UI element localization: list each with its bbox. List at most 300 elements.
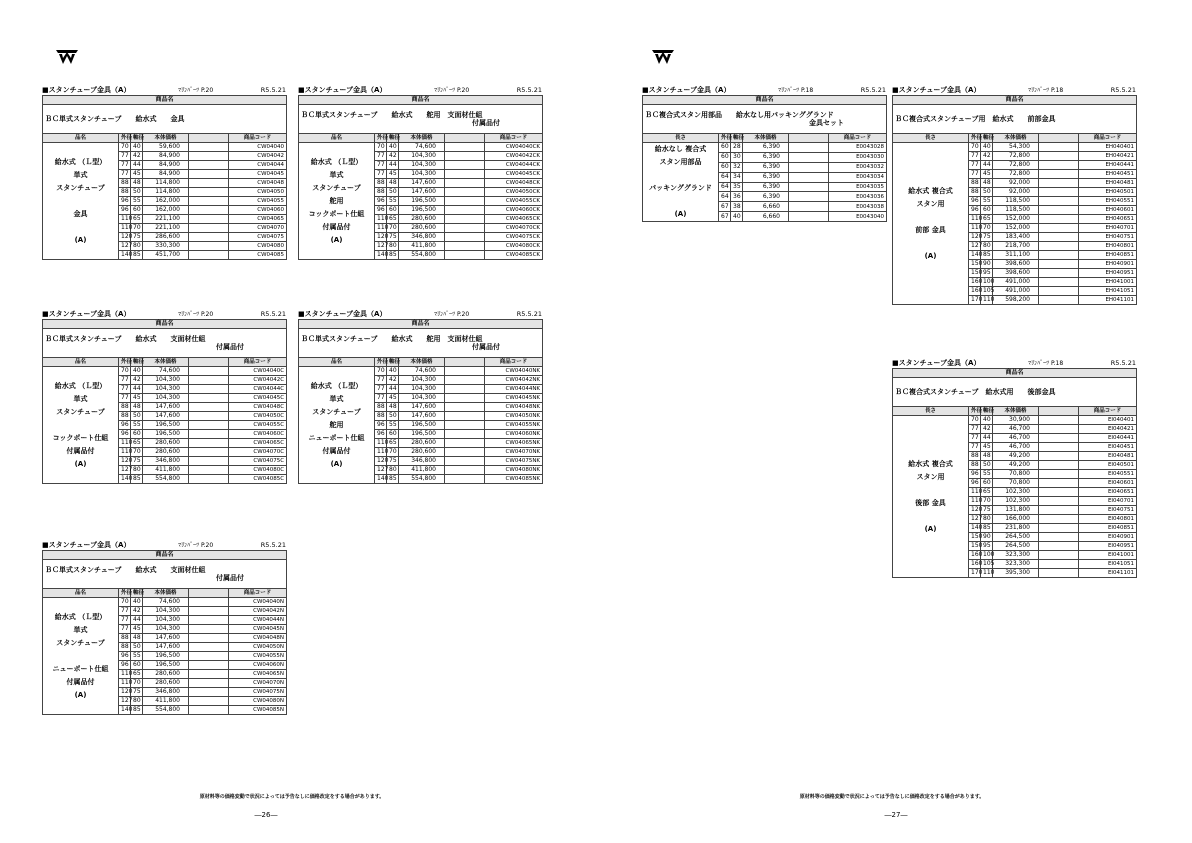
product-label-line: 単式 xyxy=(73,170,88,179)
product-title-text: ＢＣ単式スタンチューブ 給水式 支面材仕組 xyxy=(45,566,206,574)
product-code-cell: CW04080NK xyxy=(485,466,543,475)
shaft-diameter-cell: 38 xyxy=(731,202,743,212)
shaft-diameter-cell: 50 xyxy=(131,643,143,652)
shaft-diameter-cell: 80 xyxy=(387,466,399,475)
price-cell: 554,800 xyxy=(399,251,445,260)
product-code-cell: EH040651 xyxy=(1079,215,1137,224)
catalog-reference: ﾏﾘﾝﾊﾟｰﾂ P.18 xyxy=(1028,87,1064,94)
blank-cell xyxy=(445,376,485,385)
blank-cell xyxy=(1039,224,1079,233)
blank-cell xyxy=(445,233,485,242)
catalog-reference: ﾏﾘﾝﾊﾟｰﾂ P.20 xyxy=(434,87,470,94)
product-code-cell: CW04085NK xyxy=(485,475,543,484)
shaft-diameter-cell: 42 xyxy=(387,376,399,385)
outer-diameter-cell: 160 xyxy=(969,278,981,287)
product-code-cell: CW04055NK xyxy=(485,421,543,430)
price-cell: 598,200 xyxy=(993,296,1039,305)
product-label-line: 前部 金具 xyxy=(915,225,946,234)
shaft-diameter-cell: 42 xyxy=(131,376,143,385)
price-cell: 104,300 xyxy=(399,376,445,385)
catalog-reference: ﾏﾘﾝﾊﾟｰﾂ P.20 xyxy=(178,542,214,549)
shaft-diameter-cell: 50 xyxy=(981,461,993,470)
price-cell: 554,800 xyxy=(143,706,189,715)
blank-cell xyxy=(1039,488,1079,497)
shaft-diameter-cell: 70 xyxy=(981,497,993,506)
product-title xyxy=(299,105,543,134)
blank-cell xyxy=(1039,152,1079,161)
price-cell: 280,600 xyxy=(399,439,445,448)
shaft-diameter-cell: 35 xyxy=(731,182,743,192)
price-cell: 72,800 xyxy=(993,170,1039,179)
product-code-cell: CW04065CK xyxy=(485,215,543,224)
price-cell: 104,300 xyxy=(399,170,445,179)
outer-diameter-cell: 88 xyxy=(969,461,981,470)
revision-date: R5.5.21 xyxy=(1110,359,1136,367)
outer-diameter-cell: 77 xyxy=(969,152,981,161)
column-header: 外径 xyxy=(119,589,131,598)
blank-cell xyxy=(189,466,229,475)
price-cell: 6,390 xyxy=(743,143,789,153)
column-header: 軸径 xyxy=(981,407,993,416)
shaft-diameter-cell: 48 xyxy=(387,179,399,188)
outer-diameter-cell: 127 xyxy=(969,515,981,524)
blank-cell xyxy=(445,421,485,430)
table-caption: 商品名 xyxy=(299,96,543,105)
outer-diameter-cell: 77 xyxy=(969,161,981,170)
revision-date: R5.5.21 xyxy=(260,541,286,549)
product-code-cell: CW04040C xyxy=(229,367,287,376)
outer-diameter-cell: 77 xyxy=(119,616,131,625)
blank-cell xyxy=(1039,197,1079,206)
price-cell: 72,800 xyxy=(993,161,1039,170)
block-header-title: ■スタンチューブ金具（A） xyxy=(298,86,387,94)
product-label-line: スタン用 xyxy=(916,199,945,208)
product-code-cell: CW04040N xyxy=(229,598,287,607)
outer-diameter-cell: 77 xyxy=(375,152,387,161)
product-code-cell: CW04045N xyxy=(229,625,287,634)
column-header: 商品コード xyxy=(1079,134,1137,143)
product-code-cell: EH040481 xyxy=(1079,179,1137,188)
product-label-line: 舵用 xyxy=(329,196,344,205)
blank-cell xyxy=(1039,434,1079,443)
outer-diameter-cell: 88 xyxy=(375,403,387,412)
revision-date: R5.5.21 xyxy=(516,86,542,94)
product-code-cell: CW04055 xyxy=(229,197,287,206)
price-cell: 70,800 xyxy=(993,470,1039,479)
product-label-line: 給水式 （Ｌ型） xyxy=(54,612,107,621)
price-cell: 280,600 xyxy=(399,448,445,457)
product-code-cell: EI040481 xyxy=(1079,452,1137,461)
product-label-line: ニューポート仕組 xyxy=(308,433,365,442)
price-cell: 196,500 xyxy=(399,206,445,215)
price-cell: 323,300 xyxy=(993,560,1039,569)
blank-cell xyxy=(445,206,485,215)
price-cell: 280,600 xyxy=(143,439,189,448)
price-cell: 49,200 xyxy=(993,452,1039,461)
product-title-text: ＢＣ単式スタンチューブ 給水式 舵用 支面材仕組 xyxy=(301,335,483,343)
product-label-line: (A) xyxy=(674,210,687,218)
blank-cell xyxy=(189,242,229,251)
price-cell: 280,600 xyxy=(143,670,189,679)
outer-diameter-cell: 170 xyxy=(969,296,981,305)
product-code-cell: CW04050N xyxy=(229,643,287,652)
blank-cell xyxy=(1039,542,1079,551)
product-code-cell: CW04048N xyxy=(229,634,287,643)
outer-diameter-cell: 127 xyxy=(119,697,131,706)
blank-cell xyxy=(189,412,229,421)
product-code-cell: EI040551 xyxy=(1079,470,1137,479)
product-code-cell: EH040951 xyxy=(1079,269,1137,278)
table-caption: 商品名 xyxy=(299,320,543,329)
shaft-diameter-cell: 40 xyxy=(131,143,143,152)
blank-cell xyxy=(189,421,229,430)
shaft-diameter-cell: 105 xyxy=(981,560,993,569)
product-label-line xyxy=(895,484,966,497)
product-label-line xyxy=(45,221,116,234)
table-row xyxy=(43,143,287,152)
shaft-diameter-cell: 55 xyxy=(387,421,399,430)
outer-diameter-cell: 110 xyxy=(969,497,981,506)
price-cell: 491,000 xyxy=(993,278,1039,287)
outer-diameter-cell: 110 xyxy=(375,215,387,224)
product-code-cell: EI040451 xyxy=(1079,443,1137,452)
blank-cell xyxy=(189,385,229,394)
product-code-cell: CW04085 xyxy=(229,251,287,260)
product-code-cell: CW04065NK xyxy=(485,439,543,448)
price-cell: 70,800 xyxy=(993,479,1039,488)
product-label xyxy=(43,367,119,484)
blank-cell xyxy=(189,403,229,412)
shaft-diameter-cell: 50 xyxy=(981,188,993,197)
price-cell: 6,390 xyxy=(743,162,789,172)
price-cell: 162,000 xyxy=(143,197,189,206)
column-header: 品名 xyxy=(299,134,375,143)
column-header: 本体価格 xyxy=(143,589,189,598)
outer-diameter-cell: 110 xyxy=(119,439,131,448)
product-code-cell: EH041101 xyxy=(1079,296,1137,305)
outer-diameter-cell: 64 xyxy=(719,182,731,192)
column-header xyxy=(189,358,229,367)
price-cell: 104,300 xyxy=(143,607,189,616)
price-cell: 280,600 xyxy=(399,215,445,224)
block-header-title: ■スタンチューブ金具（A） xyxy=(42,86,131,94)
price-cell: 74,600 xyxy=(143,367,189,376)
shaft-diameter-cell: 80 xyxy=(131,466,143,475)
product-code-cell: CW04075 xyxy=(229,233,287,242)
price-cell: 74,600 xyxy=(399,367,445,376)
outer-diameter-cell: 77 xyxy=(375,170,387,179)
price-cell: 104,300 xyxy=(143,376,189,385)
column-header: 品名 xyxy=(43,134,119,143)
blank-cell xyxy=(1039,569,1079,578)
outer-diameter-cell: 60 xyxy=(719,162,731,172)
product-code-cell: CW04060N xyxy=(229,661,287,670)
product-code-cell: E0043034 xyxy=(829,172,887,182)
outer-diameter-cell: 160 xyxy=(969,551,981,560)
blank-cell xyxy=(1039,179,1079,188)
product-label-line: 付属品付 xyxy=(66,446,95,455)
product-code-cell: CW04070N xyxy=(229,679,287,688)
price-cell: 131,800 xyxy=(993,506,1039,515)
shaft-diameter-cell: 70 xyxy=(387,224,399,233)
shaft-diameter-cell: 85 xyxy=(387,251,399,260)
product-title xyxy=(893,105,1137,134)
product-label-line: スタンチューブ xyxy=(56,407,105,416)
column-header xyxy=(1039,134,1079,143)
price-cell: 147,600 xyxy=(143,634,189,643)
price-cell: 286,600 xyxy=(143,233,189,242)
blank-cell xyxy=(789,192,829,202)
product-code-cell: CW04044CK xyxy=(485,161,543,170)
outer-diameter-cell: 77 xyxy=(119,170,131,179)
blank-cell xyxy=(189,697,229,706)
table-row xyxy=(299,143,543,152)
shaft-diameter-cell: 44 xyxy=(131,385,143,394)
product-code-cell: EH040501 xyxy=(1079,188,1137,197)
price-cell: 554,800 xyxy=(399,475,445,484)
block-header xyxy=(42,310,286,319)
blank-cell xyxy=(445,179,485,188)
outer-diameter-cell: 96 xyxy=(969,206,981,215)
blank-cell xyxy=(445,224,485,233)
product-label xyxy=(299,367,375,484)
price-cell: 330,300 xyxy=(143,242,189,251)
blank-cell xyxy=(1039,452,1079,461)
price-cell: 104,300 xyxy=(143,385,189,394)
outer-diameter-cell: 110 xyxy=(119,679,131,688)
product-code-cell: EI040951 xyxy=(1079,542,1137,551)
outer-diameter-cell: 77 xyxy=(969,443,981,452)
price-cell: 118,500 xyxy=(993,197,1039,206)
price-cell: 411,800 xyxy=(399,466,445,475)
shaft-diameter-cell: 44 xyxy=(131,161,143,170)
blank-cell xyxy=(189,376,229,385)
blank-cell xyxy=(189,634,229,643)
product-code-cell: CW04075CK xyxy=(485,233,543,242)
product-code-cell: CW04048NK xyxy=(485,403,543,412)
product-code-cell: CW04060NK xyxy=(485,430,543,439)
blank-cell xyxy=(445,412,485,421)
blank-cell xyxy=(189,661,229,670)
price-cell: 196,500 xyxy=(143,652,189,661)
blank-cell xyxy=(189,616,229,625)
product-code-cell: CW04044 xyxy=(229,161,287,170)
outer-diameter-cell: 96 xyxy=(969,479,981,488)
price-cell: 264,500 xyxy=(993,542,1039,551)
price-cell: 451,700 xyxy=(143,251,189,260)
blank-cell xyxy=(189,394,229,403)
block-header xyxy=(42,86,286,95)
product-code-cell: CW04042CK xyxy=(485,152,543,161)
product-label-line: (A) xyxy=(74,235,87,244)
product-code-cell: CW04060CK xyxy=(485,206,543,215)
product-code-cell: EH040421 xyxy=(1079,152,1137,161)
blank-cell xyxy=(1039,242,1079,251)
product-code-cell: EI040901 xyxy=(1079,533,1137,542)
shaft-diameter-cell: 40 xyxy=(981,416,993,425)
column-header: 外径 xyxy=(969,134,981,143)
column-header: 品名 xyxy=(299,358,375,367)
column-header: 外径 xyxy=(375,134,387,143)
product-code-cell: CW04055N xyxy=(229,652,287,661)
product-code-cell: CW04085N xyxy=(229,706,287,715)
block-header-title: ■スタンチューブ金具（A） xyxy=(892,359,981,367)
product-code-cell: E0043032 xyxy=(829,162,887,172)
column-header: 商品コード xyxy=(229,134,287,143)
shaft-diameter-cell: 42 xyxy=(387,152,399,161)
shaft-diameter-cell: 40 xyxy=(731,212,743,222)
product-code-cell: EI041001 xyxy=(1079,551,1137,560)
price-cell: 196,500 xyxy=(399,421,445,430)
shaft-diameter-cell: 55 xyxy=(131,197,143,206)
shaft-diameter-cell: 70 xyxy=(981,224,993,233)
price-cell: 411,800 xyxy=(143,466,189,475)
shaft-diameter-cell: 75 xyxy=(131,688,143,697)
product-subtitle: 付属品付 xyxy=(216,343,245,351)
blank-cell xyxy=(1039,251,1079,260)
product-code-cell: CW04050C xyxy=(229,412,287,421)
product-label-line: 給水式 （Ｌ型） xyxy=(310,157,363,166)
outer-diameter-cell: 96 xyxy=(969,470,981,479)
blank-cell xyxy=(445,197,485,206)
price-cell: 59,600 xyxy=(143,143,189,152)
price-cell: 346,800 xyxy=(399,457,445,466)
outer-diameter-cell: 160 xyxy=(969,560,981,569)
catalog-reference: ﾏﾘﾝﾊﾟｰﾂ P.20 xyxy=(434,311,470,318)
price-cell: 311,100 xyxy=(993,251,1039,260)
revision-date: R5.5.21 xyxy=(260,86,286,94)
shaft-diameter-cell: 65 xyxy=(981,488,993,497)
shaft-diameter-cell: 44 xyxy=(981,434,993,443)
outer-diameter-cell: 88 xyxy=(119,403,131,412)
column-header xyxy=(445,358,485,367)
table-caption: 商品名 xyxy=(43,551,287,560)
catalog-reference: ﾏﾘﾝﾊﾟｰﾂ P.20 xyxy=(178,311,214,318)
blank-cell xyxy=(189,439,229,448)
column-header: 軸径 xyxy=(131,358,143,367)
blank-cell xyxy=(189,367,229,376)
outer-diameter-cell: 88 xyxy=(969,452,981,461)
outer-diameter-cell: 77 xyxy=(119,376,131,385)
shaft-diameter-cell: 80 xyxy=(981,515,993,524)
product-label-line: 後部 金具 xyxy=(915,498,946,507)
column-header: 本体価格 xyxy=(399,358,445,367)
outer-diameter-cell: 127 xyxy=(375,466,387,475)
outer-diameter-cell: 160 xyxy=(969,287,981,296)
catalog-reference: ﾏﾘﾝﾊﾟｰﾂ P.20 xyxy=(178,87,214,94)
price-block xyxy=(298,86,542,260)
blank-cell xyxy=(445,242,485,251)
product-label-line: 給水式 複合式 xyxy=(908,186,953,195)
outer-diameter-cell: 77 xyxy=(119,385,131,394)
blank-cell xyxy=(445,457,485,466)
shaft-diameter-cell: 30 xyxy=(731,152,743,162)
revision-date: R5.5.21 xyxy=(516,310,542,318)
shaft-diameter-cell: 65 xyxy=(981,215,993,224)
table-caption: 商品名 xyxy=(43,96,287,105)
shaft-diameter-cell: 70 xyxy=(387,448,399,457)
product-code-cell: CW04080C xyxy=(229,466,287,475)
blank-cell xyxy=(1039,416,1079,425)
column-header: 軸径 xyxy=(131,134,143,143)
shaft-diameter-cell: 60 xyxy=(387,206,399,215)
blank-cell xyxy=(189,643,229,652)
price-cell: 152,000 xyxy=(993,224,1039,233)
blank-cell xyxy=(189,706,229,715)
outer-diameter-cell: 77 xyxy=(119,625,131,634)
outer-diameter-cell: 140 xyxy=(969,524,981,533)
price-cell: 102,300 xyxy=(993,488,1039,497)
product-code-cell: CW04040 xyxy=(229,143,287,152)
column-header: 外径 xyxy=(119,358,131,367)
table-row xyxy=(893,143,1137,152)
outer-diameter-cell: 140 xyxy=(119,475,131,484)
product-code-cell: CW04042NK xyxy=(485,376,543,385)
blank-cell xyxy=(189,152,229,161)
outer-diameter-cell: 110 xyxy=(969,224,981,233)
blank-cell xyxy=(1039,479,1079,488)
product-label-line: 金具 xyxy=(73,209,88,218)
price-cell: 49,200 xyxy=(993,461,1039,470)
outer-diameter-cell: 127 xyxy=(375,242,387,251)
shaft-diameter-cell: 34 xyxy=(731,172,743,182)
shaft-diameter-cell: 36 xyxy=(731,192,743,202)
blank-cell xyxy=(445,215,485,224)
table-row xyxy=(643,143,887,153)
shaft-diameter-cell: 48 xyxy=(387,403,399,412)
blank-cell xyxy=(1039,233,1079,242)
product-code-cell: E0043036 xyxy=(829,192,887,202)
shaft-diameter-cell: 45 xyxy=(131,394,143,403)
shaft-diameter-cell: 55 xyxy=(981,197,993,206)
price-cell: 46,700 xyxy=(993,443,1039,452)
blank-cell xyxy=(789,172,829,182)
product-label-line: 付属品付 xyxy=(322,446,351,455)
shaft-diameter-cell: 48 xyxy=(131,179,143,188)
outer-diameter-cell: 110 xyxy=(119,215,131,224)
product-label-line: コックポート仕組 xyxy=(52,433,109,442)
product-label-line: 給水式 （Ｌ型） xyxy=(310,381,363,390)
price-cell: 147,600 xyxy=(399,188,445,197)
blank-cell xyxy=(1039,560,1079,569)
shaft-diameter-cell: 60 xyxy=(981,479,993,488)
page-number: ―27― xyxy=(884,811,908,819)
product-label-line: 単式 xyxy=(73,625,88,634)
outer-diameter-cell: 88 xyxy=(119,634,131,643)
outer-diameter-cell: 110 xyxy=(119,224,131,233)
block-header xyxy=(642,86,886,95)
shaft-diameter-cell: 75 xyxy=(131,457,143,466)
column-header: 外径 xyxy=(969,407,981,416)
blank-cell xyxy=(189,448,229,457)
page-27 xyxy=(596,0,1192,843)
product-label xyxy=(43,143,119,260)
product-label-line xyxy=(645,169,716,182)
product-code-cell: EI040401 xyxy=(1079,416,1137,425)
shaft-diameter-cell: 85 xyxy=(981,251,993,260)
outer-diameter-cell: 110 xyxy=(969,215,981,224)
product-label-line xyxy=(45,650,116,663)
shaft-diameter-cell: 42 xyxy=(981,425,993,434)
column-header: 本体価格 xyxy=(143,358,189,367)
outer-diameter-cell: 170 xyxy=(969,569,981,578)
product-title xyxy=(299,329,543,358)
product-label-line: 単式 xyxy=(329,170,344,179)
price-cell: 196,500 xyxy=(399,430,445,439)
price-cell: 118,500 xyxy=(993,206,1039,215)
shaft-diameter-cell: 48 xyxy=(981,179,993,188)
shaft-diameter-cell: 95 xyxy=(981,542,993,551)
